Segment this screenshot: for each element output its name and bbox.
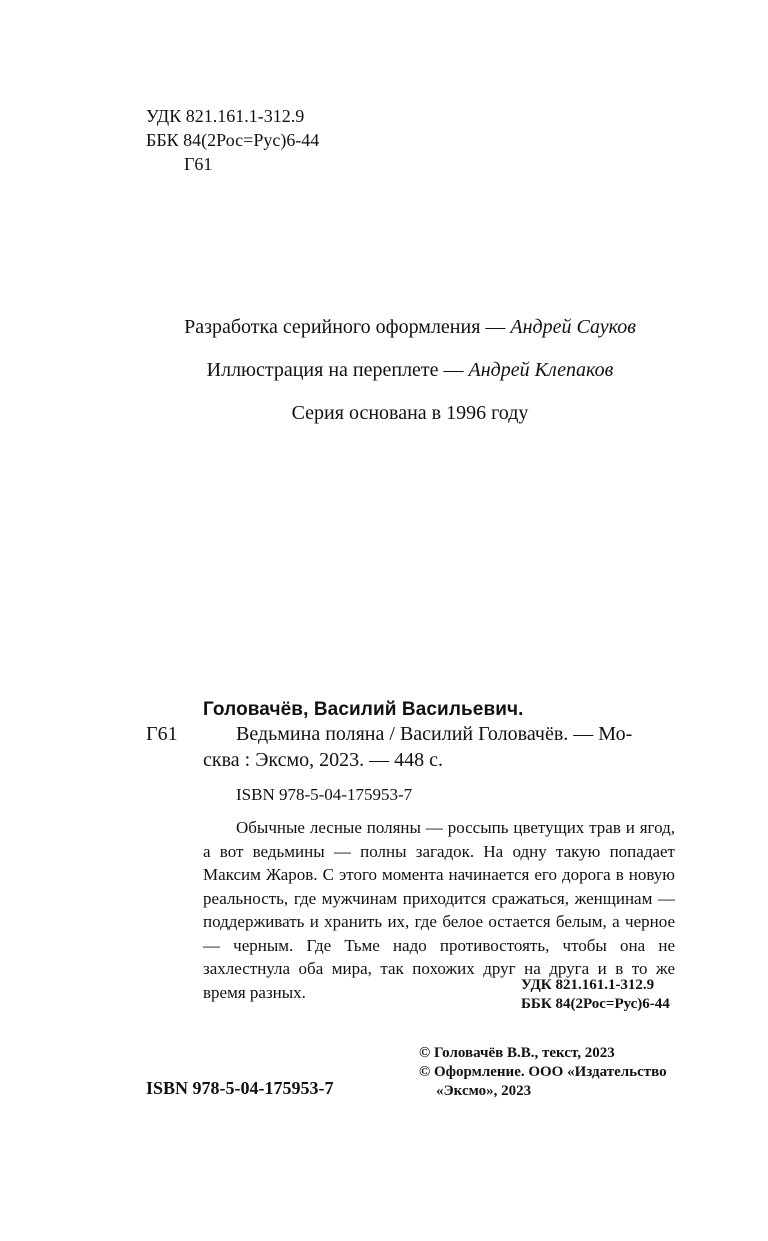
catalog-code: Г61 <box>146 723 178 745</box>
catalog-udk: УДК 821.161.1-312.9 <box>521 977 655 993</box>
author-sign-code: Г61 <box>184 154 213 174</box>
series-founded-note: Серия основана в 1996 году <box>291 402 529 424</box>
catalog-title-line1: Ведьмина поляна / Василий Головачёв. — Мо- <box>236 723 633 745</box>
udk-code: УДК 821.161.1-312.9 <box>146 106 305 126</box>
copyright-publisher: «Эксмо», 2023 <box>436 1083 532 1099</box>
series-design-name: Андрей Сауков <box>510 316 636 338</box>
copyright-block <box>419 1044 667 1101</box>
series-design-label: Разработка серийного оформления — <box>184 316 511 338</box>
footer-isbn: ISBN 978-5-04-175953-7 <box>146 1078 334 1098</box>
top-classification-codes <box>146 104 319 176</box>
catalog-isbn: ISBN 978-5-04-175953-7 <box>236 785 413 804</box>
catalog-title-line2: сква : Эксмо, 2023. — 448 с. <box>203 749 444 771</box>
annotation-text: Обычные лесные поляны — россыпь цветущих трав и ягод, а вот ведьмины — полны загадок. На одну такую попадает Максим Жаров. С этого момента начинается его дорога в новую реальность, где мужчинам приходится сражаться, женщинам — поддерживать и хранить их, где белое остается белым, а черное — черным. Где Тьме надо противостоять, чтобы она не захлестнула оба мира, так похожих друг на друга и в то же время разных. <box>203 818 675 1002</box>
catalog-author: Головачёв, Василий Васильевич. <box>203 699 524 720</box>
illustration-label: Иллюстрация на переплете — <box>206 359 469 381</box>
copyright-text: © Головачёв В.В., текст, 2023 <box>419 1045 615 1061</box>
copyright-design: © Оформление. ООО «Издательство <box>419 1064 667 1080</box>
illustration-name: Андрей Клепаков <box>468 359 614 381</box>
catalog-classification <box>521 976 670 1014</box>
bbk-code: ББК 84(2Рос=Рус)6-44 <box>146 130 320 150</box>
cover-illustration-credit <box>0 359 768 382</box>
catalog-bbk: ББК 84(2Рос=Рус)6-44 <box>521 996 670 1012</box>
series-design-credit <box>0 316 768 339</box>
